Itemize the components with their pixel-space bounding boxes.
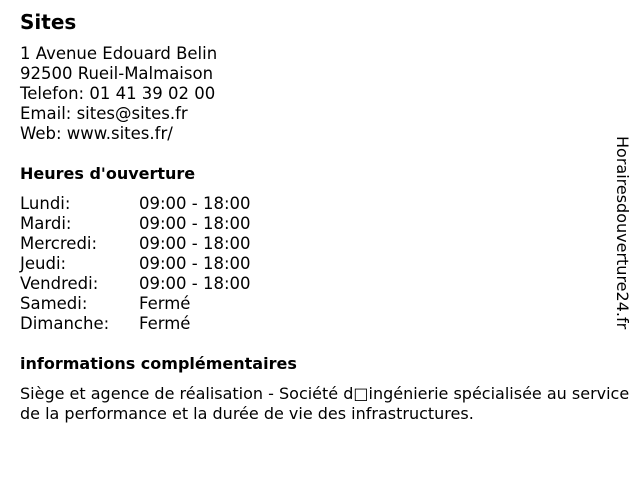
day-label: Vendredi:: [20, 274, 99, 293]
opening-hours-heading: Heures d'ouverture: [20, 164, 196, 183]
watermark-text: Horairesdouverture24.fr: [613, 136, 632, 330]
time-value: Fermé: [139, 314, 191, 333]
additional-info-text: Siège et agence de réalisation - Société d□ingénierie spécialisée au service de la performance et la durée de vie des infrastructures.: [20, 384, 630, 423]
time-value: 09:00 - 18:00: [139, 234, 251, 253]
additional-info-heading: informations complémentaires: [20, 354, 297, 373]
day-label: Dimanche:: [20, 314, 110, 333]
time-value: 09:00 - 18:00: [139, 254, 251, 273]
phone-text: Telefon: 01 41 39 02 00: [20, 84, 216, 103]
time-value: Fermé: [139, 294, 191, 313]
address-street: 1 Avenue Edouard Belin: [20, 44, 218, 63]
time-value: 09:00 - 18:00: [139, 274, 251, 293]
contact-block: [20, 44, 217, 144]
day-label: Mardi:: [20, 214, 72, 233]
day-label: Lundi:: [20, 194, 71, 213]
email-text: Email: sites@sites.fr: [20, 104, 188, 123]
web-text: Web: www.sites.fr/: [20, 124, 173, 143]
time-value: 09:00 - 18:00: [139, 194, 251, 213]
day-label: Jeudi:: [20, 254, 67, 273]
day-label: Samedi:: [20, 294, 88, 313]
address-city: 92500 Rueil-Malmaison: [20, 64, 214, 83]
time-value: 09:00 - 18:00: [139, 214, 251, 233]
day-label: Mercredi:: [20, 234, 98, 253]
page-title: Sites: [20, 10, 77, 34]
